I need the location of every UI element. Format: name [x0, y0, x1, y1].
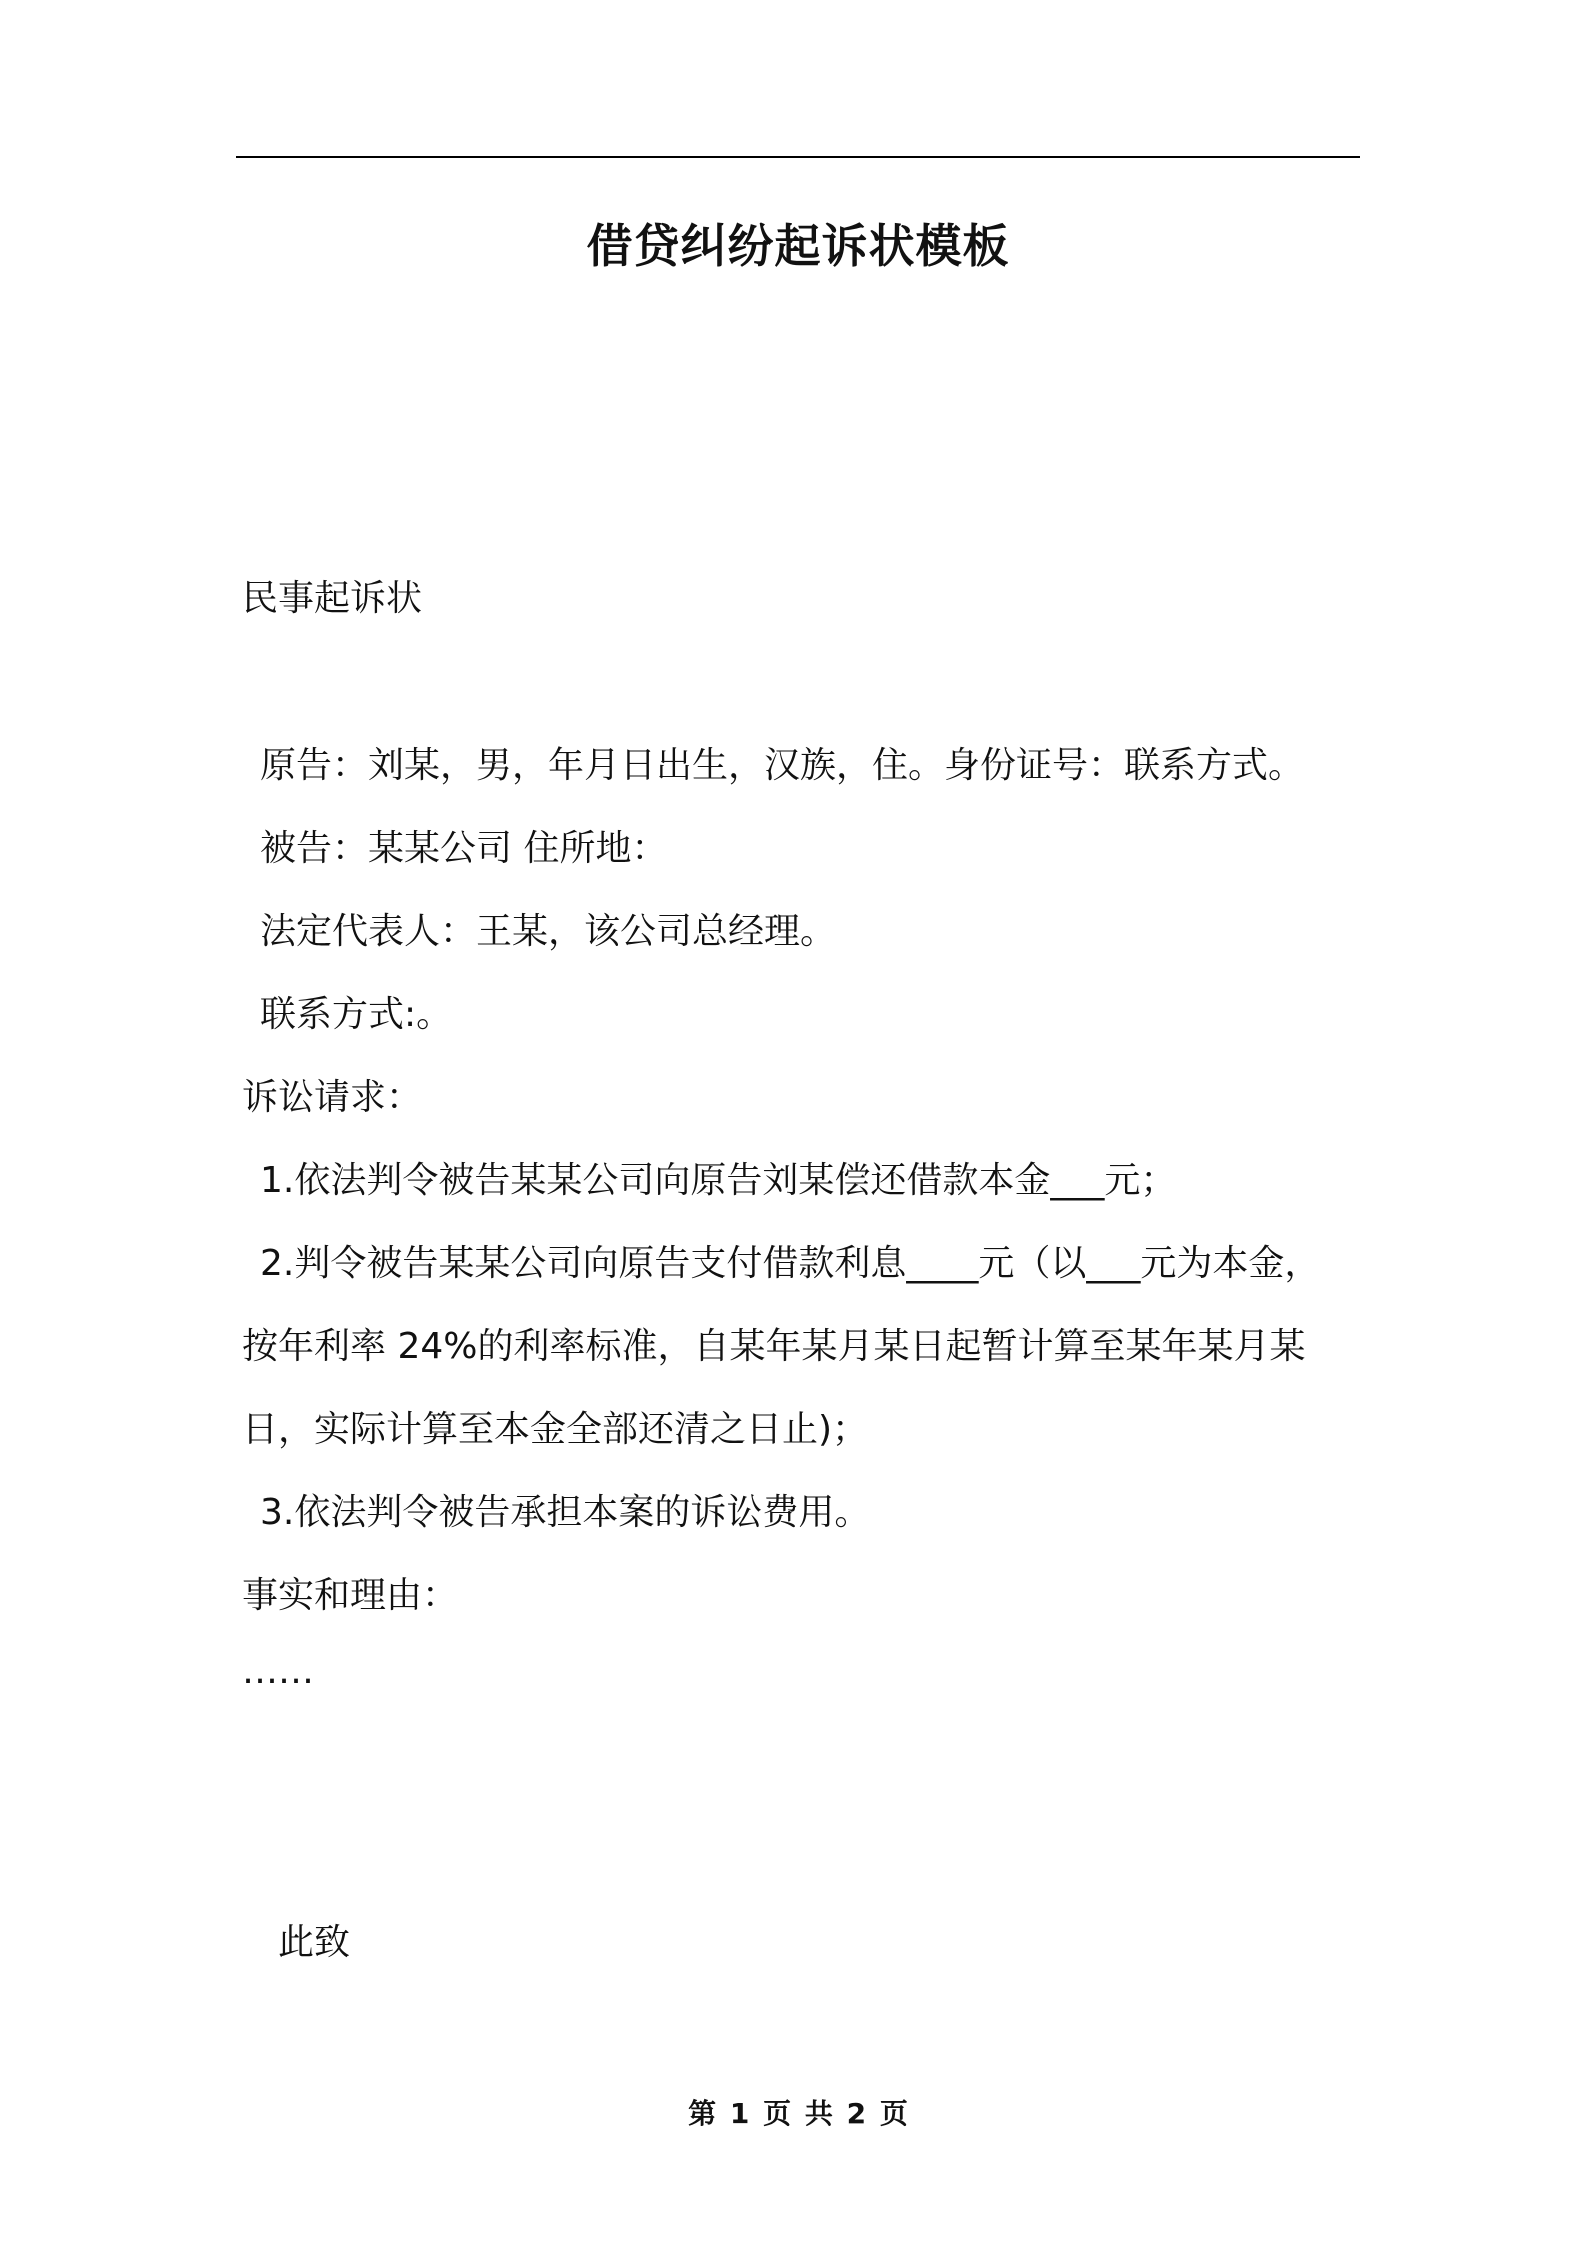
- claims-heading: 诉讼请求：: [242, 1077, 423, 1118]
- defendant-line: 被告：某某公司 住所地：: [260, 828, 668, 869]
- section-heading: 民事起诉状: [242, 578, 423, 619]
- facts-body: ……: [242, 1651, 314, 1692]
- legal-rep-line: 法定代表人：王某，该公司总经理。: [260, 911, 837, 952]
- plaintiff-line: 原告：刘某，男，年月日出生，汉族，住。身份证号：联系方式。: [260, 745, 1305, 786]
- claim-item: 1.依法判令被告某某公司向原告刘某偿还借款本金___元；: [260, 1160, 1177, 1201]
- contact-line: 联系方式:。: [260, 994, 453, 1035]
- document-title: 借贷纠纷起诉状模板: [586, 219, 1010, 273]
- page-number: 第 1 页 共 2 页: [688, 2097, 908, 2130]
- claim-item: 2.判令被告某某公司向原告支付借款利息____元（以___元为本金，: [260, 1243, 1321, 1284]
- claim-item-continuation: 日，实际计算至本金全部还清之日止)；: [242, 1409, 869, 1450]
- claim-item: 3.依法判令被告承担本案的诉讼费用。: [260, 1492, 871, 1533]
- facts-heading: 事实和理由：: [242, 1575, 459, 1616]
- claim-item-continuation: 按年利率 24%的利率标准，自某年某月某日起暂计算至某年某月某: [242, 1326, 1306, 1367]
- header-rule: [236, 156, 1360, 158]
- closing-salutation: 此致: [278, 1922, 351, 1963]
